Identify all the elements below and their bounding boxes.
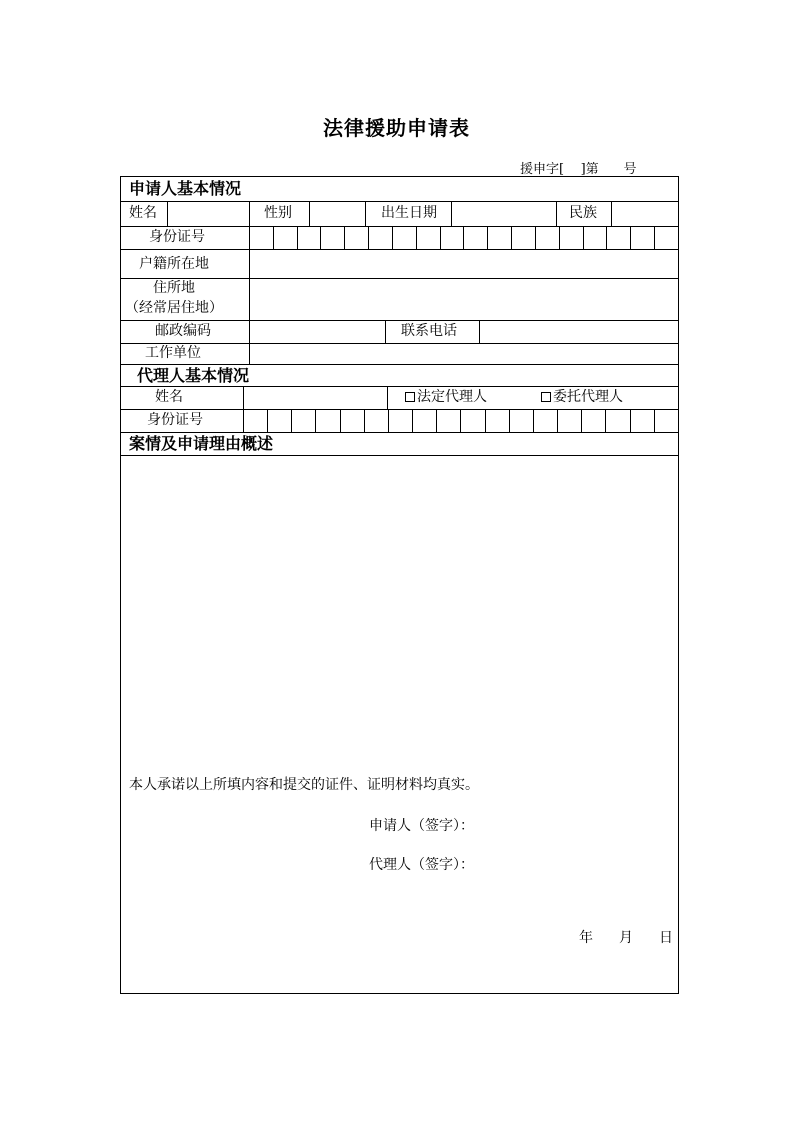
id-digit-box[interactable]	[654, 226, 678, 249]
divider	[365, 201, 366, 226]
id-digit-box[interactable]	[581, 409, 605, 432]
id-digit-box[interactable]	[249, 226, 273, 249]
entrusted-agent-option[interactable]	[541, 390, 623, 404]
id-digit-box[interactable]	[440, 226, 464, 249]
id-digit-box[interactable]	[511, 226, 535, 249]
divider	[249, 320, 250, 343]
id-digit-box[interactable]	[340, 409, 364, 432]
id-digit-box[interactable]	[654, 409, 678, 432]
section-agent-title: 代理人基本情况	[137, 366, 250, 385]
id-digit-box[interactable]	[485, 409, 509, 432]
id-digit-box[interactable]	[487, 226, 511, 249]
id-digit-box[interactable]	[533, 409, 557, 432]
id-digit-box[interactable]	[509, 409, 533, 432]
applicant-signature-label: 申请人（签字）：	[369, 818, 474, 834]
section-case-title: 案情及申请理由概述	[129, 434, 274, 453]
pledge-text: 本人承诺以上所填内容和提交的证件、证明材料均真实。	[129, 777, 479, 793]
id-digit-box[interactable]	[630, 409, 654, 432]
agent-signature-label: 代理人（签字）：	[369, 857, 474, 873]
id-digit-box[interactable]	[392, 226, 416, 249]
entrusted-agent-label: 委托代理人	[553, 389, 623, 405]
id-digit-box[interactable]	[412, 409, 436, 432]
agent-id-label: 身份证号	[147, 412, 203, 428]
divider	[249, 249, 250, 278]
section-applicant-title: 申请人基本情况	[129, 179, 242, 198]
id-digit-box[interactable]	[297, 226, 321, 249]
legal-agent-option[interactable]	[405, 390, 487, 404]
id-digit-box[interactable]	[388, 409, 412, 432]
id-digit-box[interactable]	[559, 226, 583, 249]
id-digit-box[interactable]	[583, 226, 607, 249]
applicant-dob-label: 出生日期	[381, 205, 437, 221]
id-digit-box[interactable]	[315, 409, 339, 432]
divider	[451, 201, 452, 226]
divider	[121, 201, 678, 202]
legal-agent-label: 法定代理人	[417, 389, 487, 405]
divider	[611, 201, 612, 226]
agent-name-label: 姓名	[155, 389, 183, 405]
id-digit-box[interactable]	[557, 409, 581, 432]
divider	[309, 201, 310, 226]
divider	[387, 386, 388, 409]
id-digit-box[interactable]	[416, 226, 440, 249]
id-digit-box[interactable]	[291, 409, 315, 432]
id-digit-box[interactable]	[243, 409, 267, 432]
id-digit-box[interactable]	[605, 409, 629, 432]
divider	[121, 249, 678, 250]
id-digit-box[interactable]	[436, 409, 460, 432]
divider	[121, 320, 678, 321]
divider	[121, 343, 678, 344]
entrusted-agent-checkbox[interactable]	[541, 392, 551, 402]
applicant-id-digit-boxes	[249, 226, 678, 249]
divider	[121, 386, 678, 387]
date-month-label: 月	[619, 930, 633, 946]
divider	[243, 386, 244, 409]
divider	[121, 432, 678, 433]
id-digit-box[interactable]	[535, 226, 559, 249]
divider	[479, 320, 480, 343]
case-description-area[interactable]	[125, 461, 674, 761]
divider	[167, 201, 168, 226]
phone-label: 联系电话	[401, 323, 457, 339]
applicant-ethnicity-label: 民族	[569, 205, 597, 221]
id-digit-box[interactable]	[273, 226, 297, 249]
id-digit-box[interactable]	[344, 226, 368, 249]
applicant-id-label: 身份证号	[149, 229, 205, 245]
id-digit-box[interactable]	[267, 409, 291, 432]
postcode-label: 邮政编码	[155, 323, 211, 339]
residence-label-note: （经常居住地）	[125, 300, 223, 316]
id-digit-box[interactable]	[463, 226, 487, 249]
divider	[121, 364, 678, 365]
id-digit-box[interactable]	[630, 226, 654, 249]
id-digit-box[interactable]	[320, 226, 344, 249]
id-digit-box[interactable]	[606, 226, 630, 249]
employer-label: 工作单位	[145, 345, 201, 361]
divider	[121, 455, 678, 456]
form-title: 法律援助申请表	[323, 116, 470, 140]
household-label: 户籍所在地	[139, 256, 209, 272]
divider	[249, 343, 250, 364]
agent-id-digit-boxes	[243, 409, 678, 432]
divider	[385, 320, 386, 343]
residence-label: 住所地	[153, 280, 195, 296]
id-digit-box[interactable]	[368, 226, 392, 249]
legal-agent-checkbox[interactable]	[405, 392, 415, 402]
id-digit-box[interactable]	[364, 409, 388, 432]
divider	[121, 278, 678, 279]
applicant-name-label: 姓名	[129, 205, 157, 221]
legal-aid-form	[120, 176, 679, 994]
divider	[249, 201, 250, 226]
document-number: 援申字[ ]第 号	[520, 162, 637, 177]
divider	[556, 201, 557, 226]
divider	[249, 278, 250, 320]
date-day-label: 日	[659, 930, 673, 946]
date-year-label: 年	[579, 930, 593, 946]
applicant-gender-label: 性别	[264, 205, 292, 221]
id-digit-box[interactable]	[460, 409, 484, 432]
